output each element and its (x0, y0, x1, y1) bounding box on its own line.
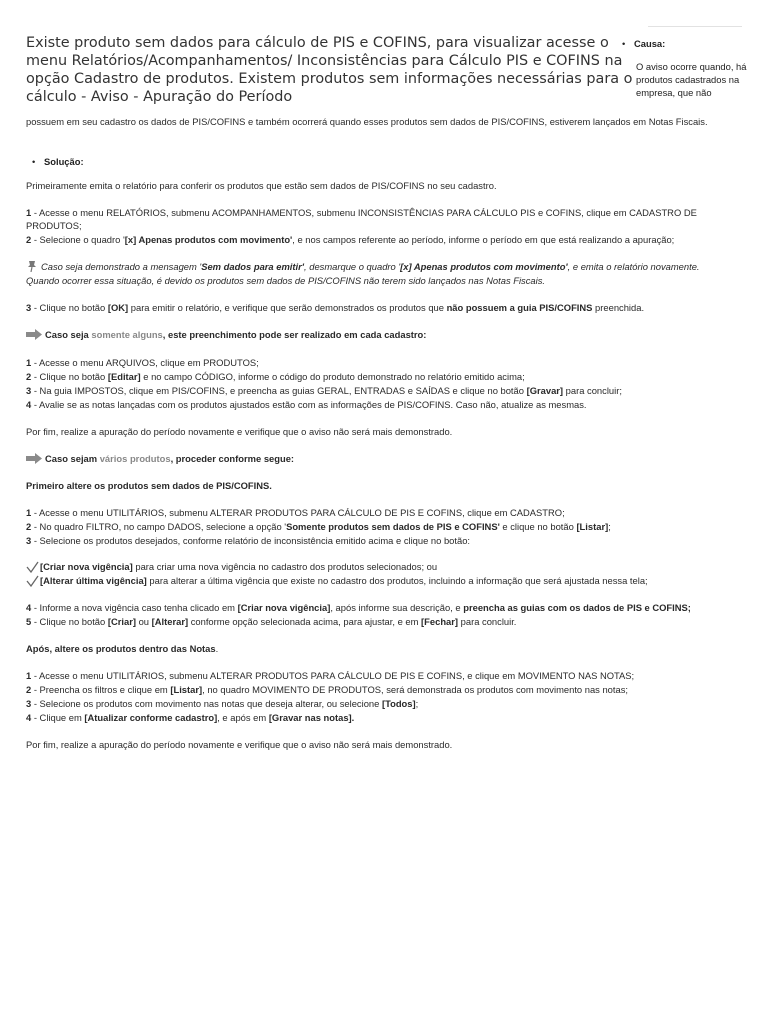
caso2-step-5: 5 - Clique no botão [Criar] ou [Alterar] conforme opção selecionada acima, para ajustar, e em [Fechar] para concluir. (26, 616, 517, 627)
page-title: Existe produto sem dados para cálculo de PIS e COFINS, para visualizar acesse o menu Relatórios/Acompanhamentos/ Inconsistências para Cálculo PIS e COFINS na opção Cadastro de produtos. Existem produtos sem informações necessárias para o cálculo - Aviso - Apuração do Período (26, 35, 633, 105)
caso2-step-1: 1 - Acesse o menu UTILITÁRIOS, submenu ALTERAR PRODUTOS PARA CÁLCULO DE PIS E COFINS, clique em CADASTRO; (26, 507, 565, 518)
solucao-step-1: 1 - Acesse o menu RELATÓRIOS, submenu ACOMPANHAMENTOS, submenu INCONSISTÊNCIAS PARA CÁLCULO PIS e COFINS, clique em CADASTRO DE PRODUTOS; (26, 207, 697, 231)
notas-step-1: 1 - Acesse o menu UTILITÁRIOS, submenu ALTERAR PRODUTOS PARA CÁLCULO DE PIS E COFINS, e clique em MOVIMENTO NAS NOTAS; (26, 670, 635, 681)
arrow-right-icon (26, 453, 42, 464)
option-criar-nova-vigencia: [Criar nova vigência] para criar uma nova vigência no cadastro dos produtos selecionados; ou (26, 560, 742, 573)
notas-step-4: 4 - Clique em [Atualizar conforme cadastro], e após em [Gravar nas notas]. (26, 712, 355, 723)
caso1-step-3: 3 - Na guia IMPOSTOS, clique em PIS/COFINS, e preencha as guias GERAL, ENTRADAS e SAÍDAS e clique no botão [Gravar] para concluir; (26, 385, 622, 396)
caso2-step-3: 3 - Selecione os produtos desejados, conforme relatório de inconsistência emitido acima e clique no botão: (26, 535, 471, 546)
causa-text: O aviso ocorre quando, há produtos cadastrados na empresa, que não (636, 61, 747, 98)
bullet: • (622, 38, 626, 49)
option-alterar-ultima-vigencia: [Alterar última vigência] para alterar a última vigência que existe no cadastro dos produtos, incluindo a informação que será ajustada nessa tela; (26, 574, 742, 587)
causa-label: Causa: (634, 38, 666, 49)
solucao-step-2: 2 - Selecione o quadro '[x] Apenas produtos com movimento', e nos campos referente ao período, informe o período em que está realizando a apuração; (26, 234, 675, 245)
caso2-heading-notas: Após, altere os produtos dentro das Notas. (26, 643, 219, 654)
notas-step-3: 3 - Selecione os produtos com movimento nas notas que deseja alterar, ou selecione [Todos]; (26, 698, 419, 709)
caso2-final: Por fim, realize a apuração do período novamente e verifique que o aviso não será mais demonstrado. (26, 739, 453, 750)
caso1-step-2: 2 - Clique no botão [Editar] e no campo CÓDIGO, informe o código do produto demonstrado no relatório emitido acima; (26, 371, 525, 382)
solucao-label: • Solução: (44, 156, 84, 167)
caso2-step-4: 4 - Informe a nova vigência caso tenha clicado em [Criar nova vigência], após informe sua descrição, e preencha as guias com os dados de PIS e COFINS; (26, 602, 691, 613)
pin-icon (26, 260, 38, 272)
caso1-step-1: 1 - Acesse o menu ARQUIVOS, clique em PRODUTOS; (26, 357, 259, 368)
solucao-note-line2: Quando ocorrer essa situação, é devido os produtos sem dados de PIS/COFINS não terem sido lançados nas Notas Fiscais. (26, 275, 546, 286)
causa-text-continued: possuem em seu cadastro os dados de PIS/COFINS e também ocorrerá quando esses produtos sem dados de PIS/COFINS, estiverem lançados em Notas Fiscais. (26, 116, 708, 127)
caso2-heading: Primeiro altere os produtos sem dados de PIS/COFINS. (26, 480, 272, 491)
solucao-step-3: 3 - Clique no botão [OK] para emitir o relatório, e verifique que serão demonstrados os produtos que não possuem a guia PIS/COFINS preenchida. (26, 302, 645, 313)
arrow-right-icon (26, 329, 42, 340)
checkmark-icon (26, 575, 39, 587)
caso2-step-2: 2 - No quadro FILTRO, no campo DADOS, selecione a opção 'Somente produtos sem dados de PIS e COFINS' e clique no botão [Listar]; (26, 521, 611, 532)
top-divider (648, 26, 742, 27)
caso1-step-4: 4 - Avalie se as notas lançadas com os produtos ajustados estão com as informações de PIS/COFINS. Caso não, atualize as mesmas. (26, 399, 587, 410)
caso-varios-produtos-heading: Caso sejam vários produtos, proceder conforme segue: (26, 452, 742, 465)
solucao-note: Caso seja demonstrado a mensagem 'Sem dados para emitir', desmarque o quadro '[x] Apenas produtos com movimento', e emita o relatório novamente. (26, 260, 742, 273)
notas-step-2: 2 - Preencha os filtros e clique em [Listar], no quadro MOVIMENTO DE PRODUTOS, será demonstrada os produtos com movimento nas notas; (26, 684, 628, 695)
caso1-final: Por fim, realize a apuração do período novamente e verifique que o aviso não será mais demonstrado. (26, 426, 453, 437)
solucao-intro: Primeiramente emita o relatório para conferir os produtos que estão sem dados de PIS/COFINS no seu cadastro. (26, 180, 497, 191)
caso-somente-alguns-heading: Caso seja somente alguns, este preenchimento pode ser realizado em cada cadastro: (26, 328, 742, 341)
checkmark-icon (26, 561, 39, 573)
